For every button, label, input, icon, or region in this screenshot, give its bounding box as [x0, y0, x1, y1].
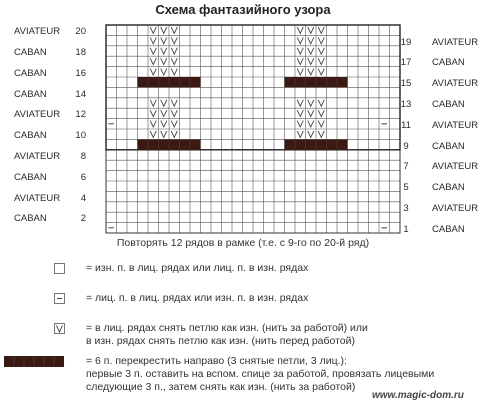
row-number: 15: [400, 78, 412, 90]
slip-stitch-mark: [150, 100, 156, 106]
row-number: 2: [80, 213, 86, 225]
row-label-name: CABAN: [14, 88, 47, 100]
row-label-name: AVIATEUR: [14, 26, 61, 38]
row-label-name: CABAN: [14, 213, 47, 225]
slip-stitch-mark: [297, 37, 303, 43]
legend-symbol-cross: [4, 356, 64, 367]
slip-stitch-mark: [161, 131, 167, 137]
row-label-name: CABAN: [14, 171, 47, 183]
slip-stitch-mark: [318, 48, 324, 54]
slip-stitch-mark: [171, 121, 177, 127]
slip-stitch-mark: [308, 110, 314, 116]
slip-stitch-mark: [161, 69, 167, 75]
row-label-name: AVIATEUR: [14, 192, 61, 204]
repeat-caption: Повторять 12 рядов в рамке (т.е. с 9-го по 20-й ряд): [116, 237, 370, 249]
slip-stitch-mark: [161, 100, 167, 106]
row-number: 3: [403, 203, 409, 214]
slip-stitch-mark: [318, 131, 324, 137]
slip-stitch-mark: [161, 27, 167, 33]
slip-stitch-mark: [318, 69, 324, 75]
slip-stitch-mark: [308, 58, 314, 64]
row-number: 1: [403, 223, 409, 235]
row-label-name: CABAN: [432, 57, 465, 69]
legend-text: = лиц. п. в лиц. рядах или изн. п. в изн. рядах: [86, 292, 309, 304]
slip-stitch-mark: [150, 69, 156, 75]
row-label-name: CABAN: [432, 140, 465, 152]
row-number: 7: [403, 161, 409, 173]
legend-symbol-dash: [54, 293, 65, 304]
legend-text: = 6 п. перекрестить направо (3 снятые петли, 3 лиц.): первые 3 п. оставить на вспом. спице за работой, провязать лицевыми следующие 3 п., затем снять как изн. (нить за работой): [86, 355, 435, 393]
slip-stitch-mark: [161, 110, 167, 116]
legend-text: = изн. п. в лиц. рядах или лиц. п. в изн. рядах: [86, 262, 309, 274]
row-number: 6: [80, 171, 86, 183]
slip-stitch-mark: [171, 58, 177, 64]
row-number: 12: [75, 109, 86, 121]
slip-stitch-mark: [171, 48, 177, 54]
row-label-name: AVIATEUR: [432, 161, 479, 173]
slip-stitch-mark: [171, 131, 177, 137]
slip-stitch-mark: [150, 110, 156, 116]
slip-stitch-mark: [171, 27, 177, 33]
slip-stitch-mark: [308, 48, 314, 54]
slip-stitch-mark: [297, 48, 303, 54]
slip-stitch-mark: [297, 131, 303, 137]
slip-stitch-mark: [297, 110, 303, 116]
row-label-name: CABAN: [14, 47, 47, 58]
slip-stitch-mark: [171, 37, 177, 43]
slip-stitch-mark: [161, 48, 167, 54]
slip-stitch-mark: [318, 100, 324, 106]
site-watermark: www.magic-dom.ru: [372, 390, 464, 401]
row-number: 8: [80, 151, 86, 162]
row-label-name: AVIATEUR: [432, 36, 479, 48]
slip-stitch-mark: [318, 58, 324, 64]
slip-stitch-mark: [297, 58, 303, 64]
slip-stitch-mark: [150, 131, 156, 137]
slip-stitch-mark: [171, 69, 177, 75]
slip-stitch-mark: [308, 69, 314, 75]
slip-stitch-mark: [150, 121, 156, 127]
slip-stitch-mark: [150, 27, 156, 33]
row-label-name: CABAN: [432, 223, 465, 235]
legend-symbol-empty: [54, 263, 65, 274]
row-number: 5: [403, 182, 409, 194]
slip-stitch-mark: [318, 37, 324, 43]
row-label-name: AVIATEUR: [432, 203, 479, 214]
slip-stitch-mark: [161, 58, 167, 64]
legend-symbol-v: [54, 323, 65, 334]
legend-text: = в лиц. рядах снять петлю как изн. (нить за работой) или в изн. рядах снять петлю как изн. (нить перед работой): [86, 322, 368, 347]
slip-stitch-mark: [297, 121, 303, 127]
slip-stitch-mark: [297, 69, 303, 75]
row-label-name: CABAN: [14, 67, 47, 79]
row-label-name: AVIATEUR: [432, 119, 479, 131]
slip-stitch-mark: [297, 100, 303, 106]
slip-stitch-mark: [318, 121, 324, 127]
slip-stitch-mark: [150, 37, 156, 43]
slip-stitch-mark: [318, 27, 324, 33]
slip-stitch-mark: [171, 110, 177, 116]
row-number: 19: [400, 36, 412, 48]
row-number: 14: [75, 88, 86, 100]
slip-stitch-mark: [150, 58, 156, 64]
slip-stitch-mark: [161, 121, 167, 127]
row-label-name: AVIATEUR: [14, 151, 61, 162]
row-label-name: AVIATEUR: [14, 109, 61, 121]
row-number: 13: [400, 99, 412, 110]
row-number: 16: [75, 67, 86, 79]
row-number: 20: [75, 26, 86, 38]
slip-stitch-mark: [171, 100, 177, 106]
slip-stitch-mark: [161, 37, 167, 43]
slip-stitch-mark: [308, 27, 314, 33]
slip-stitch-mark: [297, 27, 303, 33]
row-label-name: AVIATEUR: [432, 78, 479, 90]
row-label-name: CABAN: [432, 99, 465, 110]
slip-stitch-mark: [318, 110, 324, 116]
slip-stitch-mark: [308, 100, 314, 106]
row-number: 18: [75, 47, 86, 58]
row-number: 17: [400, 57, 412, 69]
slip-stitch-mark: [308, 131, 314, 137]
row-label-name: CABAN: [432, 182, 465, 194]
chart-title: Схема фантазийного узора: [155, 2, 331, 17]
row-number: 4: [80, 192, 86, 204]
slip-stitch-mark: [308, 121, 314, 127]
row-label-name: CABAN: [14, 130, 47, 142]
slip-stitch-mark: [308, 37, 314, 43]
slip-stitch-mark: [150, 48, 156, 54]
row-number: 11: [401, 119, 411, 131]
row-number: 10: [75, 130, 86, 142]
row-number: 9: [403, 140, 409, 152]
